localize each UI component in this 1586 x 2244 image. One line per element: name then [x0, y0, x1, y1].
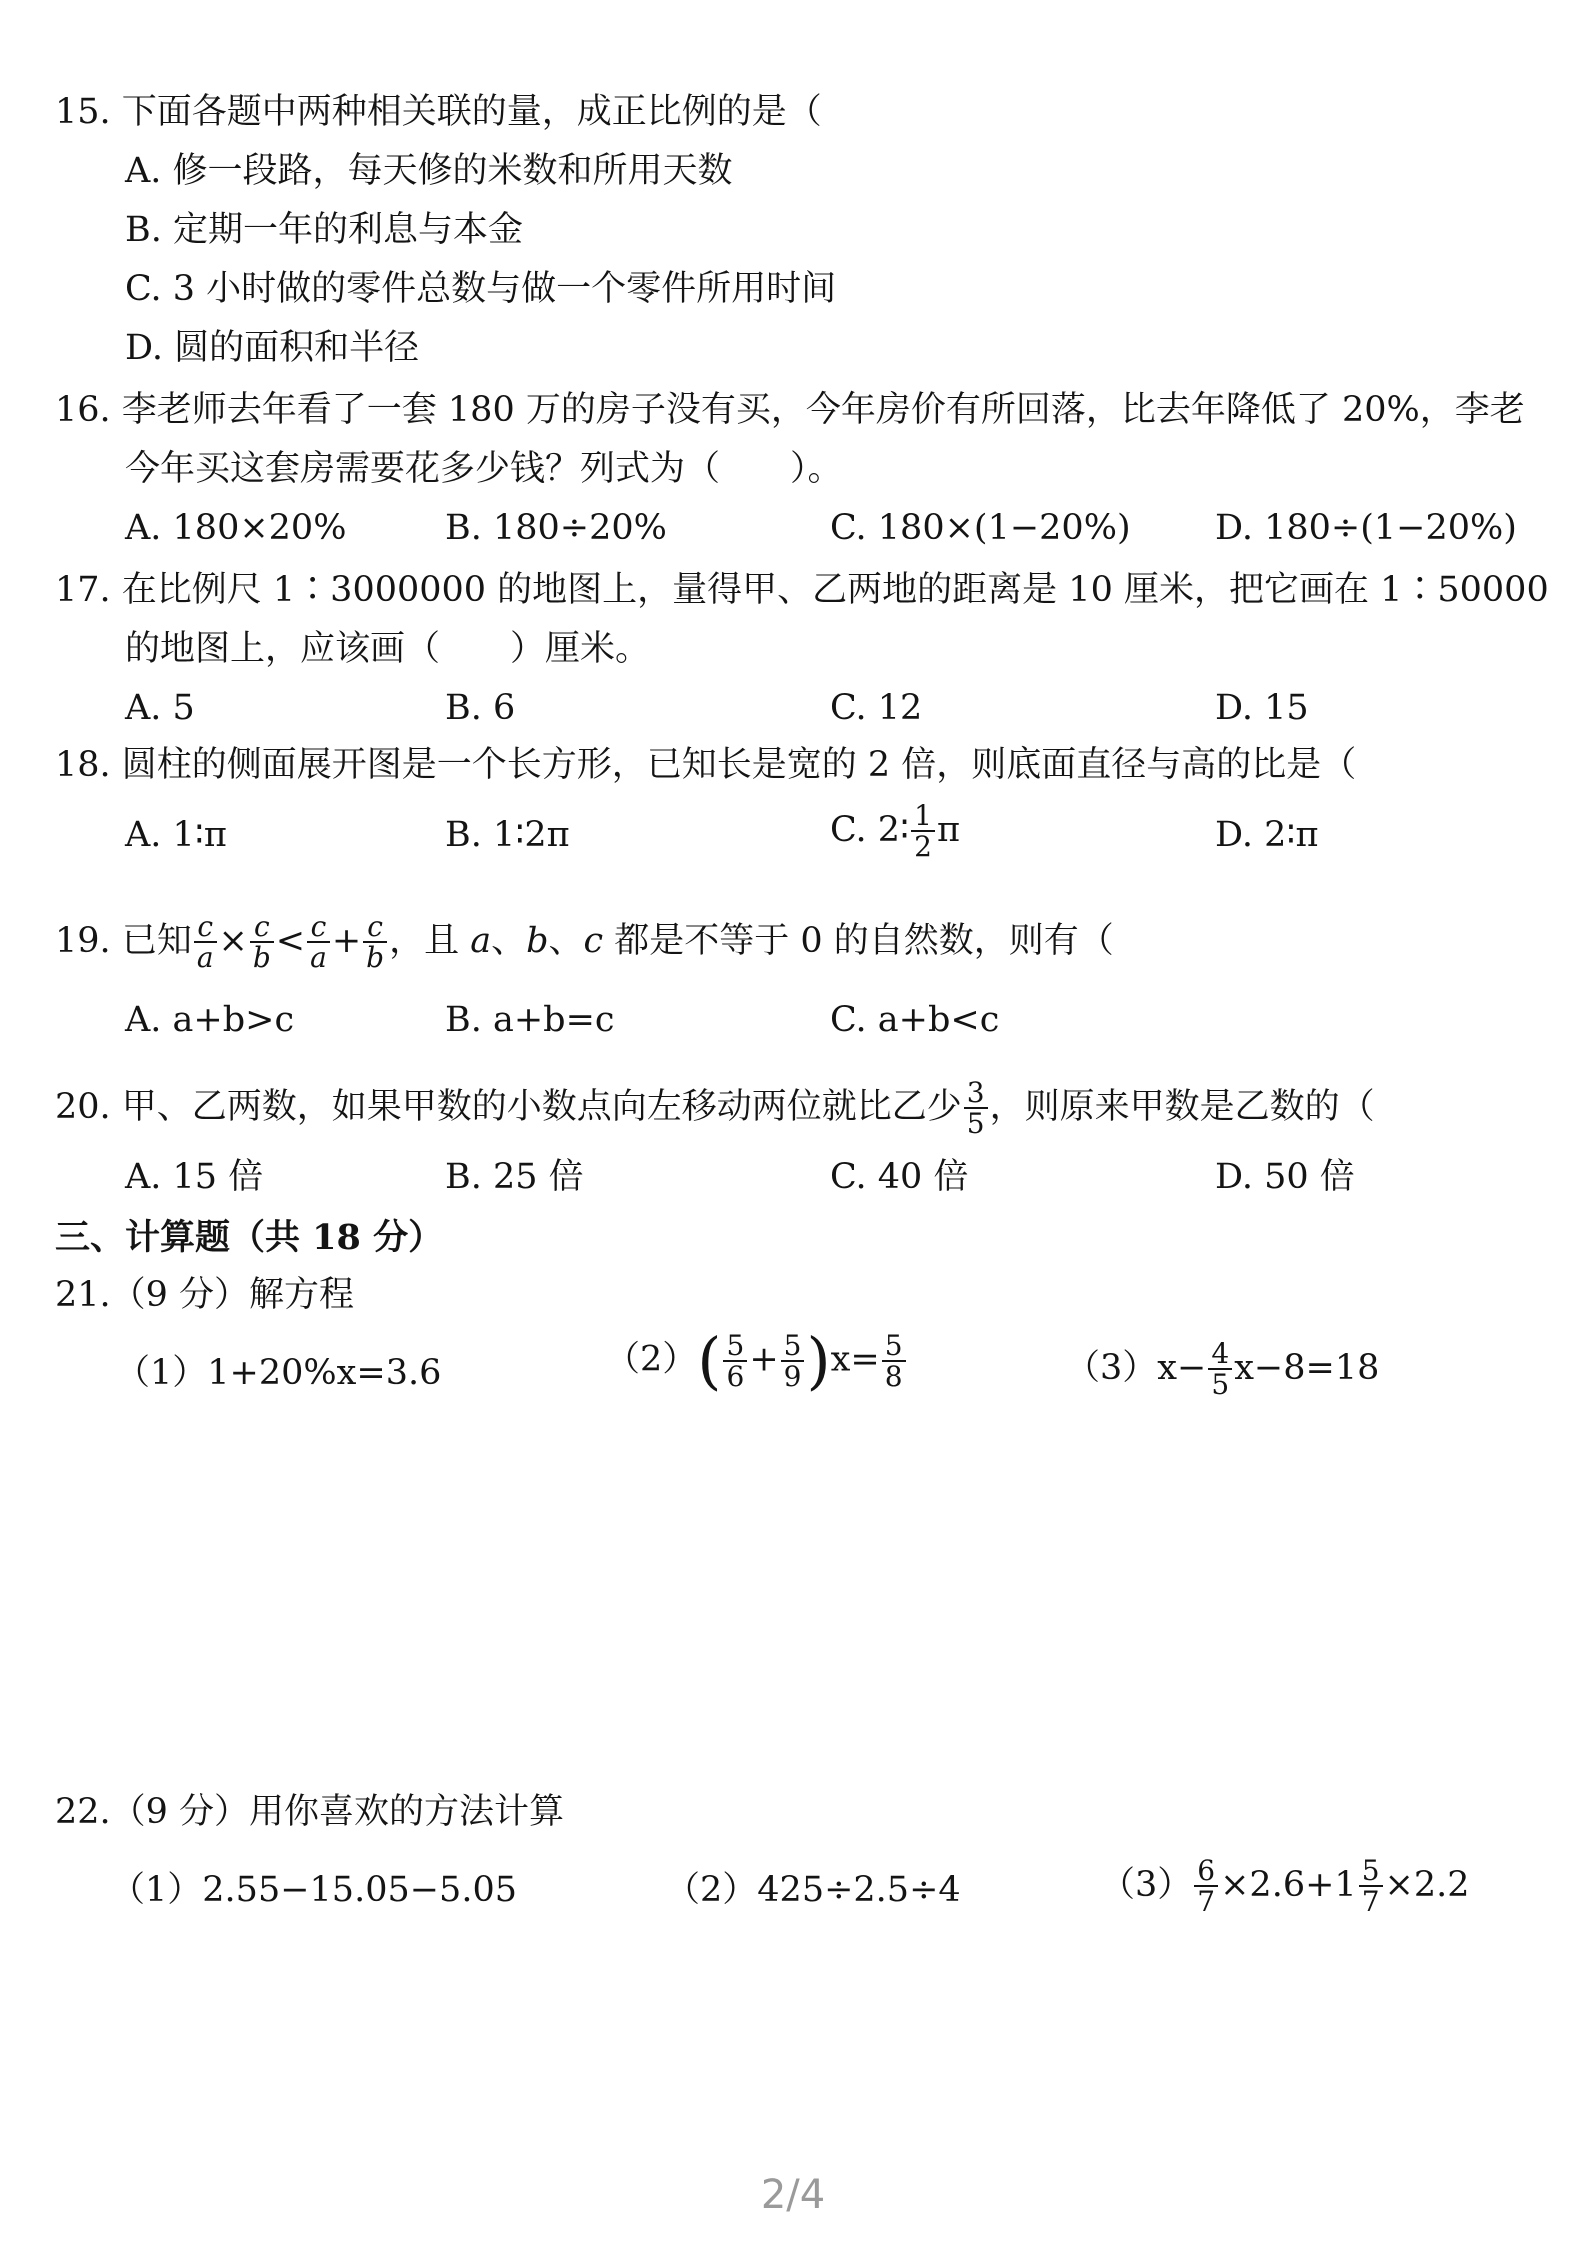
fraction-denominator: 7 — [1361, 1885, 1380, 1919]
item-label: （2） — [665, 1870, 758, 1910]
less-than-sign: < — [275, 920, 306, 961]
expression-text: 2.55−15.05−5.05 — [202, 1870, 517, 1910]
q22-expression-2 — [665, 1870, 961, 1910]
q16-option-a: A. 180×20% — [125, 508, 347, 548]
fraction-denominator: 9 — [783, 1360, 802, 1393]
plus-sign: + — [331, 920, 362, 961]
variable-b: b — [526, 920, 549, 961]
item-label: （3） — [1100, 1864, 1193, 1905]
q21-equation-2 — [605, 1324, 908, 1397]
fraction-three-fifths — [964, 1078, 988, 1139]
fraction-numerator: 5 — [781, 1331, 805, 1362]
q20-stem — [55, 1078, 1375, 1139]
fraction-five-ninths — [781, 1328, 805, 1393]
fraction-denominator: b — [366, 941, 385, 975]
q17-option-d: D. 15 — [1215, 688, 1309, 728]
item-label: （1） — [115, 1353, 208, 1393]
q17-option-b: B. 6 — [445, 688, 516, 728]
q22-expression-3 — [1100, 1856, 1470, 1917]
q17-option-a: A. 5 — [125, 688, 195, 728]
equation-text: x= — [830, 1339, 880, 1380]
separator: 、 — [548, 920, 584, 961]
fraction-five-eighths — [882, 1328, 906, 1393]
item-label: （2） — [605, 1339, 698, 1380]
fraction-numerator: 4 — [1208, 1339, 1232, 1370]
item-label: （3） — [1065, 1347, 1158, 1388]
q20-option-b: B. 25 倍 — [445, 1157, 584, 1197]
fraction-numerator: c — [310, 910, 327, 943]
fraction-denominator: a — [196, 941, 214, 975]
q16-stem: 16. 李老师去年看了一套 180 万的房子没有买，今年房价有所回落，比去年降低了 20%，李老 — [55, 390, 1525, 430]
q15-option-b: B. 定期一年的利息与本金 — [125, 210, 523, 250]
variable-c: c — [583, 920, 604, 961]
equation-text: x−8=18 — [1234, 1347, 1380, 1388]
fraction-numerator: 3 — [964, 1078, 988, 1109]
fraction-denominator: 8 — [884, 1360, 903, 1393]
equation-text: 1+20%x=3.6 — [207, 1353, 442, 1393]
q20-option-d: D. 50 倍 — [1215, 1157, 1355, 1197]
q17-stem: 17. 在比例尺 1∶3000000 的地图上，量得甲、乙两地的距离是 10 厘米，把它画在 1∶50000 — [55, 570, 1549, 610]
q18-option-d: D. 2∶π — [1215, 815, 1319, 855]
fraction-numerator: 5 — [882, 1331, 906, 1362]
q18-option-c-suffix: π — [937, 809, 961, 850]
fraction-c-over-a-2 — [307, 912, 330, 973]
fraction-six-sevenths — [1194, 1856, 1218, 1917]
q21-title: 21.（9 分）解方程 — [55, 1275, 355, 1315]
q20-stem-post: ，则原来甲数是乙数的（ — [989, 1086, 1375, 1127]
q21-equation-1 — [115, 1353, 442, 1393]
fraction-numerator: c — [197, 910, 214, 943]
fraction-c-over-a — [194, 912, 217, 973]
fraction-denominator: 6 — [726, 1360, 745, 1393]
left-paren: ( — [697, 1324, 722, 1397]
q15-option-a: A. 修一段路，每天修的米数和所用天数 — [125, 151, 733, 191]
q17-option-c: C. 12 — [830, 688, 923, 728]
q19-option-c: C. a+b<c — [830, 1000, 1000, 1040]
q20-stem-pre: 20. 甲、乙两数，如果甲数的小数点向左移动两位就比乙少 — [55, 1086, 962, 1127]
q18-option-b: B. 1∶2π — [445, 815, 570, 855]
fraction-five-sevenths — [1359, 1856, 1383, 1917]
fraction-numerator: 5 — [1359, 1856, 1383, 1887]
variable-a: a — [470, 920, 492, 961]
fraction-numerator: c — [253, 910, 270, 943]
q16-option-d: D. 180÷(1−20%) — [1215, 508, 1517, 548]
fraction-denominator: 5 — [1211, 1368, 1230, 1402]
fraction-denominator: 5 — [966, 1107, 985, 1141]
q18-option-c-fraction — [911, 801, 935, 862]
fraction-c-over-b-2 — [363, 912, 387, 973]
q20-option-a: A. 15 倍 — [125, 1157, 264, 1197]
expression-text: ×2.2 — [1384, 1864, 1470, 1905]
q16-stem-line2: 今年买这套房需要花多少钱？列式为（ ）。 — [125, 449, 843, 489]
separator: 、 — [491, 920, 527, 961]
fraction-denominator: a — [310, 941, 327, 975]
question-number: 19. — [55, 920, 111, 961]
fraction-five-sixths — [723, 1328, 747, 1393]
q18-stem: 18. 圆柱的侧面展开图是一个长方形，已知长是宽的 2 倍，则底面直径与高的比是（ — [55, 745, 1357, 785]
item-label: （1） — [110, 1870, 203, 1910]
plus-sign: + — [749, 1339, 779, 1380]
fraction-denominator: 2 — [914, 830, 932, 864]
fraction-denominator: 7 — [1197, 1885, 1216, 1919]
q18-option-a: A. 1∶π — [125, 815, 227, 855]
q19-option-a: A. a+b>c — [125, 1000, 295, 1040]
fraction-four-fifths — [1208, 1339, 1232, 1400]
fraction-c-over-b — [250, 912, 274, 973]
q19-lead: 已知 — [121, 920, 192, 961]
q18-option-c — [830, 801, 960, 862]
fraction-denominator: b — [252, 941, 271, 975]
q19-tail-2: 都是不等于 0 的自然数，则有（ — [603, 920, 1114, 961]
fraction-numerator: 1 — [911, 801, 935, 832]
right-paren: ) — [806, 1324, 831, 1397]
q15-option-c: C. 3 小时做的零件总数与做一个零件所用时间 — [125, 269, 837, 309]
q22-expression-1 — [110, 1870, 517, 1910]
q15-option-d: D. 圆的面积和半径 — [125, 328, 420, 368]
q21-equation-3 — [1065, 1339, 1379, 1400]
fraction-numerator: 5 — [723, 1331, 747, 1362]
expression-text: 425÷2.5÷4 — [757, 1870, 961, 1910]
expression-text: ×2.6+1 — [1220, 1864, 1357, 1905]
fraction-numerator: 6 — [1194, 1856, 1218, 1887]
equation-text: x− — [1157, 1347, 1207, 1388]
q22-title: 22.（9 分）用你喜欢的方法计算 — [55, 1792, 565, 1832]
q16-option-c: C. 180×(1−20%) — [830, 508, 1131, 548]
section-heading: 三、计算题（共 18 分） — [55, 1217, 444, 1258]
times-sign: × — [218, 920, 248, 961]
q17-stem-line2: 的地图上，应该画（ ）厘米。 — [125, 629, 651, 669]
q19-tail: ，且 — [389, 920, 471, 961]
q15-stem: 15. 下面各题中两种相关联的量，成正比例的是（ — [55, 92, 822, 132]
q19-option-b: B. a+b=c — [445, 1000, 615, 1040]
q16-option-b: B. 180÷20% — [445, 508, 667, 548]
q20-option-c: C. 40 倍 — [830, 1157, 969, 1197]
page-indicator: 2/4 — [760, 2172, 826, 2218]
fraction-numerator: c — [367, 910, 383, 943]
q19-stem — [55, 912, 1114, 973]
q18-option-c-prefix: C. 2∶ — [830, 809, 910, 850]
